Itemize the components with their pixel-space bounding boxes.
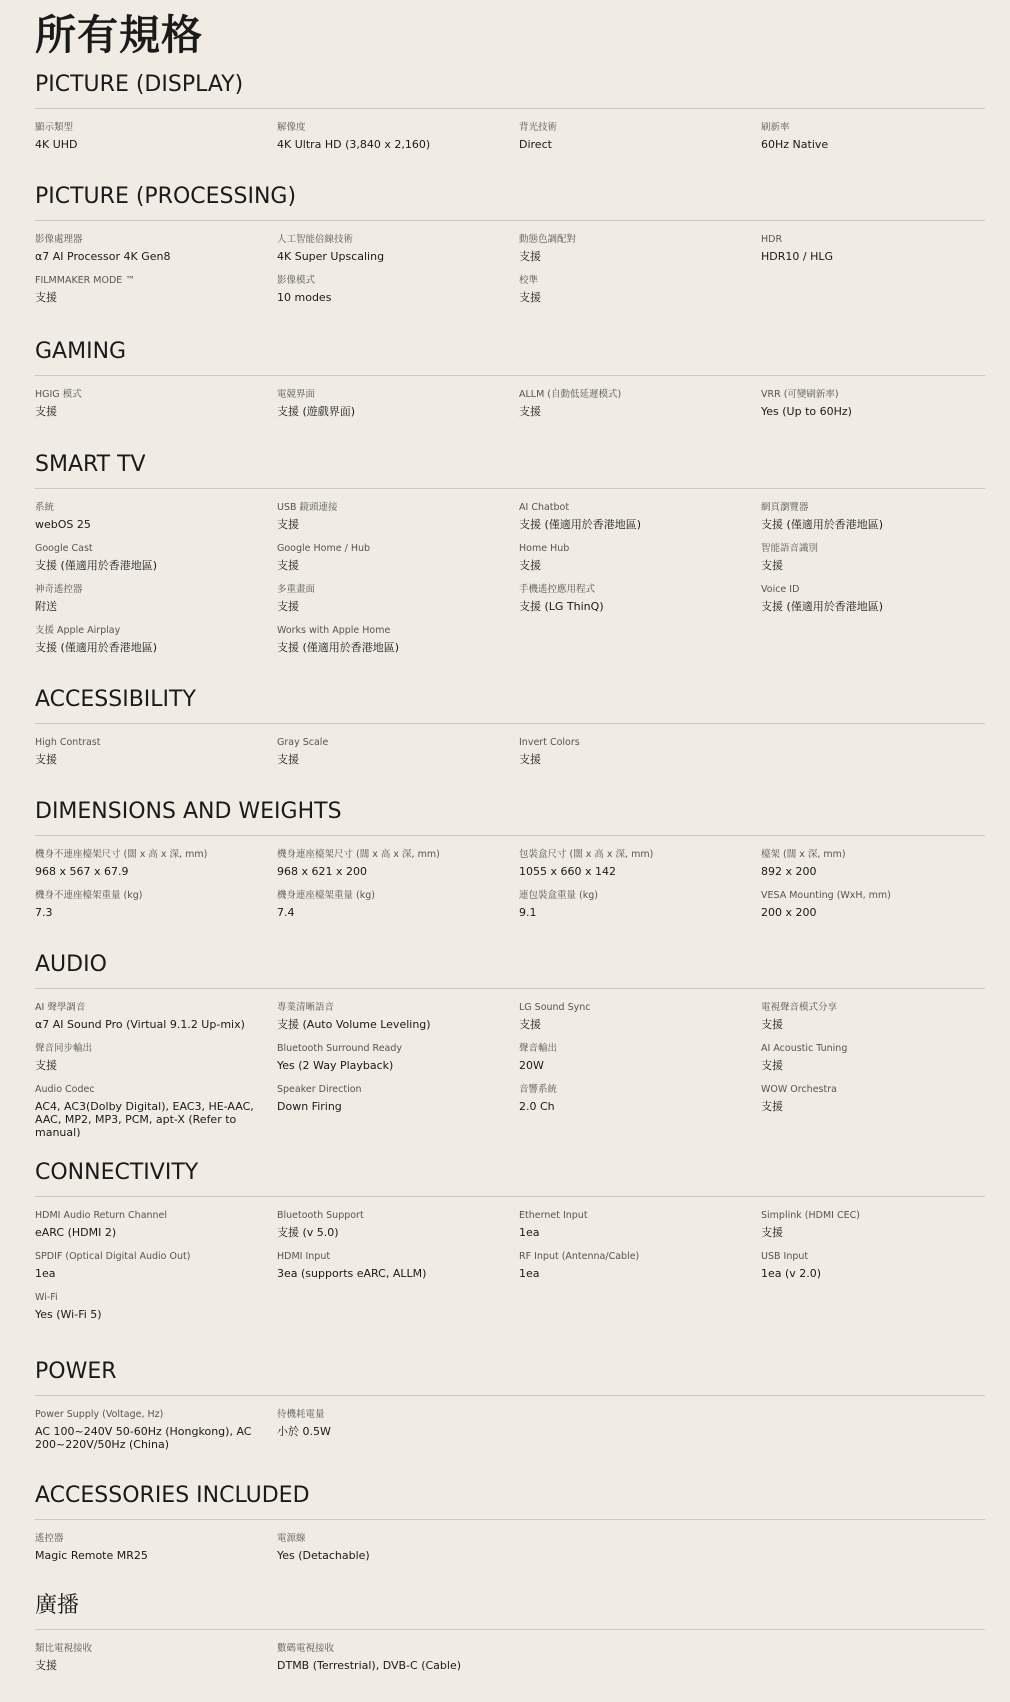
spec-item bbox=[35, 1250, 277, 1291]
spec-value: 200 x 200 bbox=[761, 906, 817, 919]
spec-label: 數碼電視接收 bbox=[277, 1643, 335, 1654]
spec-label: 動態色調配對 bbox=[519, 234, 577, 245]
spec-value: 7.3 bbox=[35, 906, 53, 919]
spec-item bbox=[761, 542, 985, 583]
section-heading: PICTURE (DISPLAY) bbox=[35, 72, 244, 97]
spec-value: 支援 bbox=[277, 518, 299, 531]
spec-value: 支援 bbox=[35, 753, 57, 766]
spec-item bbox=[761, 501, 985, 542]
spec-value: 968 x 621 x 200 bbox=[277, 865, 367, 878]
spec-value: HDR10 / HLG bbox=[761, 250, 834, 263]
section-heading: ACCESSORIES INCLUDED bbox=[35, 1483, 310, 1508]
spec-value: 1ea bbox=[35, 1267, 56, 1280]
spec-item bbox=[277, 233, 519, 274]
spec-label: 機身不連座檯架尺寸 (闊 x 高 x 深, mm) bbox=[35, 849, 208, 860]
spec-label: Google Home / Hub bbox=[277, 543, 371, 554]
spec-item bbox=[761, 1250, 985, 1291]
spec-label: Speaker Direction bbox=[277, 1084, 362, 1095]
spec-value: 支援 bbox=[277, 753, 299, 766]
spec-item bbox=[519, 1042, 761, 1083]
spec-item bbox=[761, 1042, 985, 1083]
spec-value: 支援 bbox=[761, 1018, 783, 1031]
spec-section bbox=[35, 1158, 985, 1332]
spec-grid bbox=[35, 121, 985, 162]
spec-label: 解像度 bbox=[277, 122, 306, 133]
spec-label: Home Hub bbox=[519, 543, 570, 554]
spec-item bbox=[35, 1001, 277, 1042]
spec-grid bbox=[35, 848, 985, 930]
spec-value: 支援 (LG ThinQ) bbox=[519, 600, 604, 613]
spec-value: AC4, AC3(Dolby Digital), EAC3, HE-AAC, AAC, MP2, MP3, PCM, apt-X (Refer to manual) bbox=[35, 1100, 254, 1137]
spec-label: 電視聲音模式分享 bbox=[761, 1002, 838, 1013]
spec-value: 2.0 Ch bbox=[519, 1100, 555, 1113]
spec-item bbox=[277, 501, 519, 542]
spec-value: Yes (Detachable) bbox=[277, 1549, 370, 1562]
spec-item bbox=[519, 233, 761, 274]
section-heading: PICTURE (PROCESSING) bbox=[35, 184, 297, 209]
spec-item bbox=[277, 624, 519, 665]
section-divider bbox=[35, 723, 985, 724]
spec-label: 刷新率 bbox=[761, 122, 790, 133]
spec-value: 支援 bbox=[761, 1226, 783, 1239]
spec-value: Magic Remote MR25 bbox=[35, 1549, 148, 1562]
spec-item bbox=[35, 624, 277, 665]
spec-item bbox=[277, 736, 519, 777]
spec-label: Bluetooth Surround Ready bbox=[277, 1043, 403, 1054]
spec-label: 音響系統 bbox=[519, 1084, 558, 1095]
spec-item bbox=[35, 889, 277, 930]
spec-value: 支援 (v 5.0) bbox=[277, 1226, 339, 1239]
section-divider bbox=[35, 1629, 985, 1630]
spec-item bbox=[761, 583, 985, 624]
spec-value: 1055 x 660 x 142 bbox=[519, 865, 616, 878]
spec-label: 遙控器 bbox=[35, 1533, 64, 1544]
spec-item bbox=[35, 1083, 277, 1137]
spec-label: Audio Codec bbox=[35, 1084, 95, 1095]
spec-label: 機身連座檯架重量 (kg) bbox=[277, 890, 375, 901]
spec-item bbox=[519, 501, 761, 542]
spec-label: Works with Apple Home bbox=[277, 625, 391, 636]
spec-value: 支援 bbox=[519, 250, 541, 263]
spec-value: 支援 bbox=[277, 559, 299, 572]
spec-item bbox=[35, 501, 277, 542]
spec-value: 1ea bbox=[519, 1226, 540, 1239]
spec-item bbox=[277, 388, 519, 429]
spec-section bbox=[35, 685, 985, 777]
spec-grid bbox=[35, 501, 985, 665]
spec-value: 支援 bbox=[519, 405, 541, 418]
spec-item bbox=[519, 121, 761, 162]
spec-value: DTMB (Terrestrial), DVB-C (Cable) bbox=[277, 1659, 462, 1672]
spec-label: SPDIF (Optical Digital Audio Out) bbox=[35, 1251, 191, 1262]
spec-label: LG Sound Sync bbox=[519, 1002, 591, 1013]
spec-item bbox=[519, 583, 761, 624]
spec-item bbox=[761, 848, 985, 889]
spec-item bbox=[35, 388, 277, 429]
spec-item bbox=[277, 848, 519, 889]
section-divider bbox=[35, 488, 985, 489]
section-divider bbox=[35, 220, 985, 221]
spec-item bbox=[277, 1408, 519, 1462]
spec-value: α7 AI Sound Pro (Virtual 9.1.2 Up-mix) bbox=[35, 1018, 245, 1031]
spec-section bbox=[35, 182, 985, 315]
spec-item bbox=[761, 1209, 985, 1250]
spec-item bbox=[519, 1250, 761, 1291]
spec-label: ALLM (自動低延遲模式) bbox=[519, 389, 622, 400]
spec-label: 機身連座檯架尺寸 (闊 x 高 x 深, mm) bbox=[277, 849, 440, 860]
spec-item bbox=[35, 542, 277, 583]
spec-label: High Contrast bbox=[35, 737, 101, 748]
spec-value: 支援 (僅適用於香港地區) bbox=[35, 559, 158, 572]
spec-section bbox=[35, 70, 985, 162]
spec-grid bbox=[35, 736, 985, 777]
spec-label: HDR bbox=[761, 234, 783, 245]
spec-grid bbox=[35, 388, 985, 429]
spec-value: 支援 bbox=[519, 1018, 541, 1031]
spec-label: 電源線 bbox=[277, 1533, 306, 1544]
spec-label: Ethernet Input bbox=[519, 1210, 588, 1221]
spec-label: 專業清晰語音 bbox=[277, 1002, 335, 1013]
spec-grid bbox=[35, 233, 985, 315]
spec-label: 機身不連座檯架重量 (kg) bbox=[35, 890, 143, 901]
section-heading: SMART TV bbox=[35, 452, 146, 477]
spec-section bbox=[35, 1357, 985, 1462]
spec-label: 待機耗電量 bbox=[277, 1409, 325, 1420]
spec-value: webOS 25 bbox=[35, 518, 91, 531]
spec-item bbox=[519, 848, 761, 889]
spec-value: 支援 (Auto Volume Leveling) bbox=[277, 1018, 431, 1031]
spec-item bbox=[35, 233, 277, 274]
spec-grid bbox=[35, 1209, 985, 1332]
spec-label: 手機遙控應用程式 bbox=[519, 584, 596, 595]
spec-item bbox=[35, 848, 277, 889]
spec-item bbox=[277, 1642, 519, 1683]
spec-label: AI Acoustic Tuning bbox=[761, 1043, 848, 1054]
section-divider bbox=[35, 1196, 985, 1197]
spec-label: 系統 bbox=[35, 502, 55, 513]
spec-item bbox=[761, 121, 985, 162]
spec-value: eARC (HDMI 2) bbox=[35, 1226, 117, 1239]
spec-item bbox=[761, 1083, 985, 1137]
section-divider bbox=[35, 1395, 985, 1396]
spec-label: VESA Mounting (WxH, mm) bbox=[761, 890, 891, 901]
spec-value: 小於 0.5W bbox=[277, 1425, 331, 1438]
spec-label: Invert Colors bbox=[519, 737, 580, 748]
spec-value: 附送 bbox=[35, 600, 57, 613]
spec-item bbox=[35, 1642, 277, 1683]
spec-item bbox=[277, 542, 519, 583]
spec-label: 檯架 (闊 x 深, mm) bbox=[761, 849, 846, 860]
spec-grid bbox=[35, 1532, 985, 1573]
spec-value: 4K UHD bbox=[35, 138, 78, 151]
spec-label: HDMI Audio Return Channel bbox=[35, 1210, 168, 1221]
spec-label: 聲音輸出 bbox=[519, 1043, 558, 1054]
spec-label: Voice ID bbox=[761, 584, 800, 595]
spec-item bbox=[277, 583, 519, 624]
section-divider bbox=[35, 988, 985, 989]
spec-label: 人工智能倍線技術 bbox=[277, 234, 354, 245]
spec-section bbox=[35, 950, 985, 1137]
spec-value: 支援 bbox=[35, 1059, 57, 1072]
spec-label: 顯示類型 bbox=[35, 122, 74, 133]
spec-item bbox=[277, 889, 519, 930]
spec-item bbox=[761, 388, 985, 429]
spec-value: 支援 bbox=[761, 1100, 783, 1113]
spec-item bbox=[35, 121, 277, 162]
section-heading: AUDIO bbox=[35, 952, 107, 977]
spec-label: 支援 Apple Airplay bbox=[35, 625, 121, 636]
spec-label: 智能語音識別 bbox=[761, 543, 819, 554]
spec-item bbox=[519, 1083, 761, 1137]
spec-item bbox=[519, 736, 761, 777]
spec-value: 4K Ultra HD (3,840 x 2,160) bbox=[277, 138, 431, 151]
spec-label: 連包裝盒重量 (kg) bbox=[519, 890, 598, 901]
spec-value: 支援 bbox=[519, 291, 541, 304]
spec-label: VRR (可變刷新率) bbox=[761, 389, 839, 400]
spec-label: 聲音同步輸出 bbox=[35, 1043, 93, 1054]
page-title: 所有規格 bbox=[35, 11, 203, 59]
section-heading: CONNECTIVITY bbox=[35, 1160, 199, 1185]
spec-item bbox=[761, 889, 985, 930]
spec-label: 背光技術 bbox=[519, 122, 558, 133]
spec-grid bbox=[35, 1642, 985, 1683]
spec-label: WOW Orchestra bbox=[761, 1084, 837, 1095]
spec-item bbox=[277, 1209, 519, 1250]
spec-value: Down Firing bbox=[277, 1100, 342, 1113]
spec-label: HDMI Input bbox=[277, 1251, 331, 1262]
section-divider bbox=[35, 375, 985, 376]
spec-value: Yes (Wi-Fi 5) bbox=[35, 1308, 102, 1321]
spec-value: 支援 (僅適用於香港地區) bbox=[761, 518, 884, 531]
spec-section bbox=[35, 450, 985, 665]
spec-value: 20W bbox=[519, 1059, 544, 1072]
spec-item bbox=[35, 736, 277, 777]
spec-value: 支援 bbox=[35, 291, 57, 304]
spec-label: USB Input bbox=[761, 1251, 809, 1262]
spec-item bbox=[519, 388, 761, 429]
spec-grid bbox=[35, 1001, 985, 1137]
spec-value: 支援 bbox=[761, 1059, 783, 1072]
spec-value: 支援 (僅適用於香港地區) bbox=[761, 600, 884, 613]
section-heading: POWER bbox=[35, 1359, 117, 1384]
spec-value: 1ea (v 2.0) bbox=[761, 1267, 822, 1280]
section-divider bbox=[35, 835, 985, 836]
spec-label: HGIG 模式 bbox=[35, 389, 82, 400]
spec-item bbox=[519, 274, 761, 315]
spec-label: 影像處理器 bbox=[35, 234, 83, 245]
spec-value: 968 x 567 x 67.9 bbox=[35, 865, 129, 878]
spec-item bbox=[519, 1001, 761, 1042]
spec-item bbox=[35, 1042, 277, 1083]
section-heading: 廣播 bbox=[35, 1593, 80, 1618]
spec-item bbox=[761, 1001, 985, 1042]
spec-value: 4K Super Upscaling bbox=[277, 250, 385, 263]
spec-value: Yes (2 Way Playback) bbox=[277, 1059, 394, 1072]
spec-value: Yes (Up to 60Hz) bbox=[761, 405, 852, 418]
spec-value: 9.1 bbox=[519, 906, 537, 919]
spec-label: AI 聲學調音 bbox=[35, 1002, 86, 1013]
spec-item bbox=[277, 1250, 519, 1291]
spec-label: FILMMAKER MODE ™ bbox=[35, 275, 135, 286]
spec-value: 支援 (遊戲界面) bbox=[277, 405, 356, 418]
spec-label: 類比電視接收 bbox=[35, 1643, 93, 1654]
spec-item bbox=[277, 1083, 519, 1137]
spec-section bbox=[35, 1481, 985, 1573]
spec-label: RF Input (Antenna/Cable) bbox=[519, 1251, 640, 1262]
spec-value: Direct bbox=[519, 138, 552, 151]
spec-value: 3ea (supports eARC, ALLM) bbox=[277, 1267, 427, 1280]
spec-label: Gray Scale bbox=[277, 737, 329, 748]
section-heading: GAMING bbox=[35, 339, 127, 364]
spec-item bbox=[35, 1291, 277, 1332]
spec-item bbox=[519, 1209, 761, 1250]
spec-label: Power Supply (Voltage, Hz) bbox=[35, 1409, 164, 1420]
spec-value: AC 100~240V 50-60Hz (Hongkong), AC 200~220V/50Hz (China) bbox=[35, 1425, 252, 1451]
spec-value: 支援 bbox=[761, 559, 783, 572]
spec-value: 支援 bbox=[519, 559, 541, 572]
spec-item bbox=[277, 1532, 519, 1573]
spec-item bbox=[35, 274, 277, 315]
spec-value: 支援 bbox=[277, 600, 299, 613]
section-heading: DIMENSIONS AND WEIGHTS bbox=[35, 799, 342, 824]
spec-value: 7.4 bbox=[277, 906, 295, 919]
spec-section bbox=[35, 1591, 985, 1683]
spec-value: 支援 (僅適用於香港地區) bbox=[35, 641, 158, 654]
section-divider bbox=[35, 1519, 985, 1520]
spec-section bbox=[35, 797, 985, 930]
spec-value: 支援 (僅適用於香港地區) bbox=[277, 641, 400, 654]
spec-section bbox=[35, 337, 985, 429]
spec-item bbox=[519, 889, 761, 930]
spec-label: Wi-Fi bbox=[35, 1292, 58, 1303]
spec-label: Simplink (HDMI CEC) bbox=[761, 1210, 860, 1221]
spec-value: α7 AI Processor 4K Gen8 bbox=[35, 250, 171, 263]
spec-label: USB 鏡頭連接 bbox=[277, 502, 338, 513]
spec-label: 校準 bbox=[519, 275, 539, 286]
spec-value: 支援 (僅適用於香港地區) bbox=[519, 518, 642, 531]
spec-item bbox=[35, 1408, 277, 1462]
spec-item bbox=[277, 274, 519, 315]
spec-value: 支援 bbox=[519, 753, 541, 766]
spec-label: Bluetooth Support bbox=[277, 1210, 364, 1221]
spec-item bbox=[761, 233, 985, 274]
spec-item bbox=[277, 1042, 519, 1083]
spec-label: AI Chatbot bbox=[519, 502, 570, 513]
spec-label: 電競界面 bbox=[277, 389, 316, 400]
spec-label: 包裝盒尺寸 (闊 x 高 x 深, mm) bbox=[519, 849, 654, 860]
spec-label: 多重畫面 bbox=[277, 584, 316, 595]
spec-value: 892 x 200 bbox=[761, 865, 817, 878]
spec-label: 影像模式 bbox=[277, 275, 316, 286]
spec-item bbox=[277, 121, 519, 162]
spec-value: 支援 bbox=[35, 1659, 57, 1672]
spec-value: 支援 bbox=[35, 405, 57, 418]
spec-grid bbox=[35, 1408, 985, 1462]
spec-item bbox=[35, 583, 277, 624]
spec-item bbox=[277, 1001, 519, 1042]
spec-item bbox=[35, 1209, 277, 1250]
spec-value: 10 modes bbox=[277, 291, 332, 304]
section-divider bbox=[35, 108, 985, 109]
spec-item bbox=[35, 1532, 277, 1573]
spec-label: 網頁瀏覽器 bbox=[761, 502, 809, 513]
spec-value: 1ea bbox=[519, 1267, 540, 1280]
spec-value: 60Hz Native bbox=[761, 138, 829, 151]
spec-item bbox=[519, 542, 761, 583]
spec-label: 神奇遙控器 bbox=[35, 584, 83, 595]
spec-label: Google Cast bbox=[35, 543, 93, 554]
section-heading: ACCESSIBILITY bbox=[35, 687, 196, 712]
